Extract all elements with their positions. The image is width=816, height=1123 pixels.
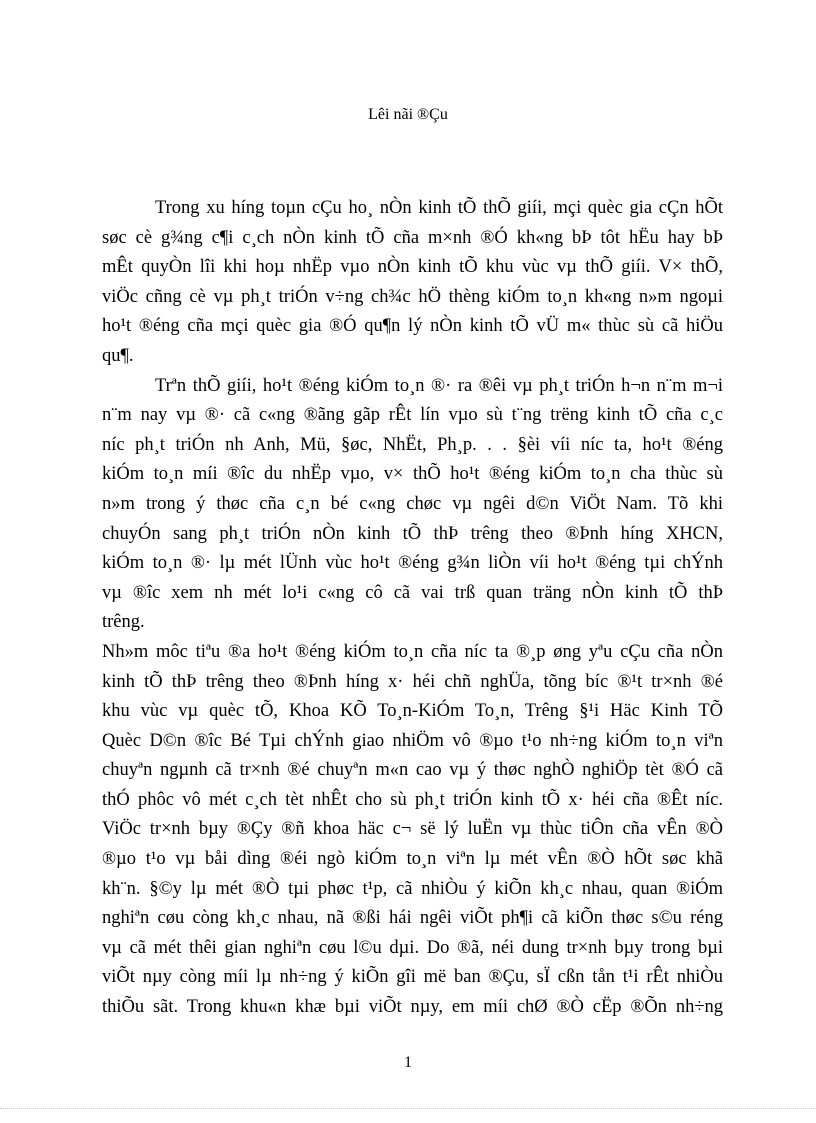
text-line: mÊt quyÒn lîi khi hoµ nhËp vµo nÒn kinh tÕ khu vùc vµ thÕ giíi. V× thÕ, [102, 257, 723, 278]
text-line: vµ ®îc xem nh mét lo¹i c«ng cô cã vai trß quan träng nÒn kinh tÕ thÞ [102, 582, 723, 603]
text-line: trêng. [102, 612, 145, 633]
text-line: ho¹t ®éng cña mçi quèc gia ®Ó qu¶n lý nÒn kinh tÕ vÜ m« thùc sù cã hiÖu [102, 316, 723, 337]
text-line: Trªn thÕ giíi, ho¹t ®éng kiÓm to¸n ®· ra ®êi vµ ph¸t triÓn h¬n n¨m m¬i [155, 375, 723, 396]
text-line: thiÕu sãt. Trong khu«n khæ bµi viÕt nµy, em míi chØ ®Ò cËp ®Õn nh÷ng [102, 997, 723, 1018]
paragraph-1 [102, 194, 723, 372]
page-bottom-divider [0, 1108, 816, 1109]
text-line: søc cè g¾ng c¶i c¸ch nÒn kinh tÕ cña m×nh ®Ó kh«ng bÞ tôt hËu hay bÞ [102, 227, 723, 248]
text-line: n»m trong ý thøc cña c¸n bé c«ng chøc vµ ngêi d©n ViÖt Nam. Tõ khi [102, 493, 723, 514]
text-line: kiÓm to¸n míi ®îc du nhËp vµo, v× thÕ ho¹t ®éng kiÓm to¸n cha thùc sù [102, 464, 723, 485]
text-line: viÕt nµy còng míi lµ nh÷ng ý kiÕn gîi më ban ®Çu, sÏ cßn tån t¹i rÊt nhiÒu [102, 967, 723, 988]
text-line: Quèc D©n ®îc Bé Tµi chÝnh giao nhiÖm vô ®µo t¹o nh÷ng kiÓm to¸n viªn [102, 730, 723, 751]
text-line: qu¶. [102, 345, 134, 366]
text-line: Nh»m môc tiªu ®a ho¹t ®éng kiÓm to¸n cña níc ta ®¸p øng yªu cÇu cña nÒn [102, 641, 723, 662]
page-title: Lêi nãi ®Çu [368, 106, 448, 123]
page-number: 1 [404, 1054, 412, 1071]
text-line: kh¨n. §©y lµ mét ®Ò tµi phøc t¹p, cã nhiÒu ý kiÕn kh¸c nhau, quan ®iÓm [102, 878, 723, 899]
text-line: Trong xu híng toµn cÇu ho¸ nÒn kinh tÕ thÕ giíi, mçi quèc gia cÇn hÕt [155, 198, 723, 218]
text-line: chuyªn ngµnh cã tr×nh ®é chuyªn m«n cao vµ ý thøc nghÒ nghiÖp tèt ®Ó cã [102, 760, 723, 781]
document-body [102, 194, 723, 1023]
text-line: thÓ phôc vô mét c¸ch tèt nhÊt cho sù ph¸t triÓn kinh tÕ x· héi cña ®Êt níc. [102, 789, 723, 810]
text-line: viÖc cñng cè vµ ph¸t triÓn v÷ng ch¾c hÖ thèng kiÓm to¸n kh«ng n»m ngoµi [102, 286, 723, 307]
text-line: chuyÓn sang ph¸t triÓn nÒn kinh tÕ thÞ trêng theo ®Þnh híng XHCN, [102, 523, 723, 544]
text-line: nghiªn cøu còng kh¸c nhau, nã ®ßi hái ngêi viÕt ph¶i cã kiÕn thøc s©u réng [102, 908, 723, 929]
text-line: ViÖc tr×nh bµy ®Çy ®ñ khoa häc c¬ së lý luËn vµ thùc tiÔn cña vÊn ®Ò [102, 819, 723, 840]
text-line: kinh tÕ thÞ trêng theo ®Þnh híng x· héi chñ nghÜa, tõng bíc ®¹t tr×nh ®é [102, 671, 723, 692]
text-line: kiÓm to¸n ®· lµ mét lÜnh vùc ho¹t ®éng g¾n liÒn víi ho¹t ®éng tµi chÝnh [102, 553, 723, 574]
paragraph-3 [102, 638, 723, 1023]
text-line: níc ph¸t triÓn nh Anh, Mü, §øc, NhËt, Ph¸p. . . §èi víi níc ta, ho¹t ®éng [102, 434, 723, 455]
text-line: vµ cã mét thêi gian nghiªn cøu l©u dµi. Do ®ã, néi dung tr×nh bµy trong bµi [102, 937, 723, 958]
text-line: n¨m nay vµ ®· cã c«ng ®ãng gãp rÊt lín vµo sù t¨ng trëng kinh tÕ cña c¸c [102, 405, 723, 426]
text-line: khu vùc vµ quèc tÕ, Khoa KÕ To¸n-KiÓm To¸n, Trêng §¹i Häc Kinh TÕ [102, 701, 723, 722]
text-line: ®µo t¹o vµ båi dìng ®éi ngò kiÓm to¸n viªn lµ mét vÊn ®Ò hÕt søc khã [102, 849, 723, 870]
paragraph-2 [102, 372, 723, 638]
